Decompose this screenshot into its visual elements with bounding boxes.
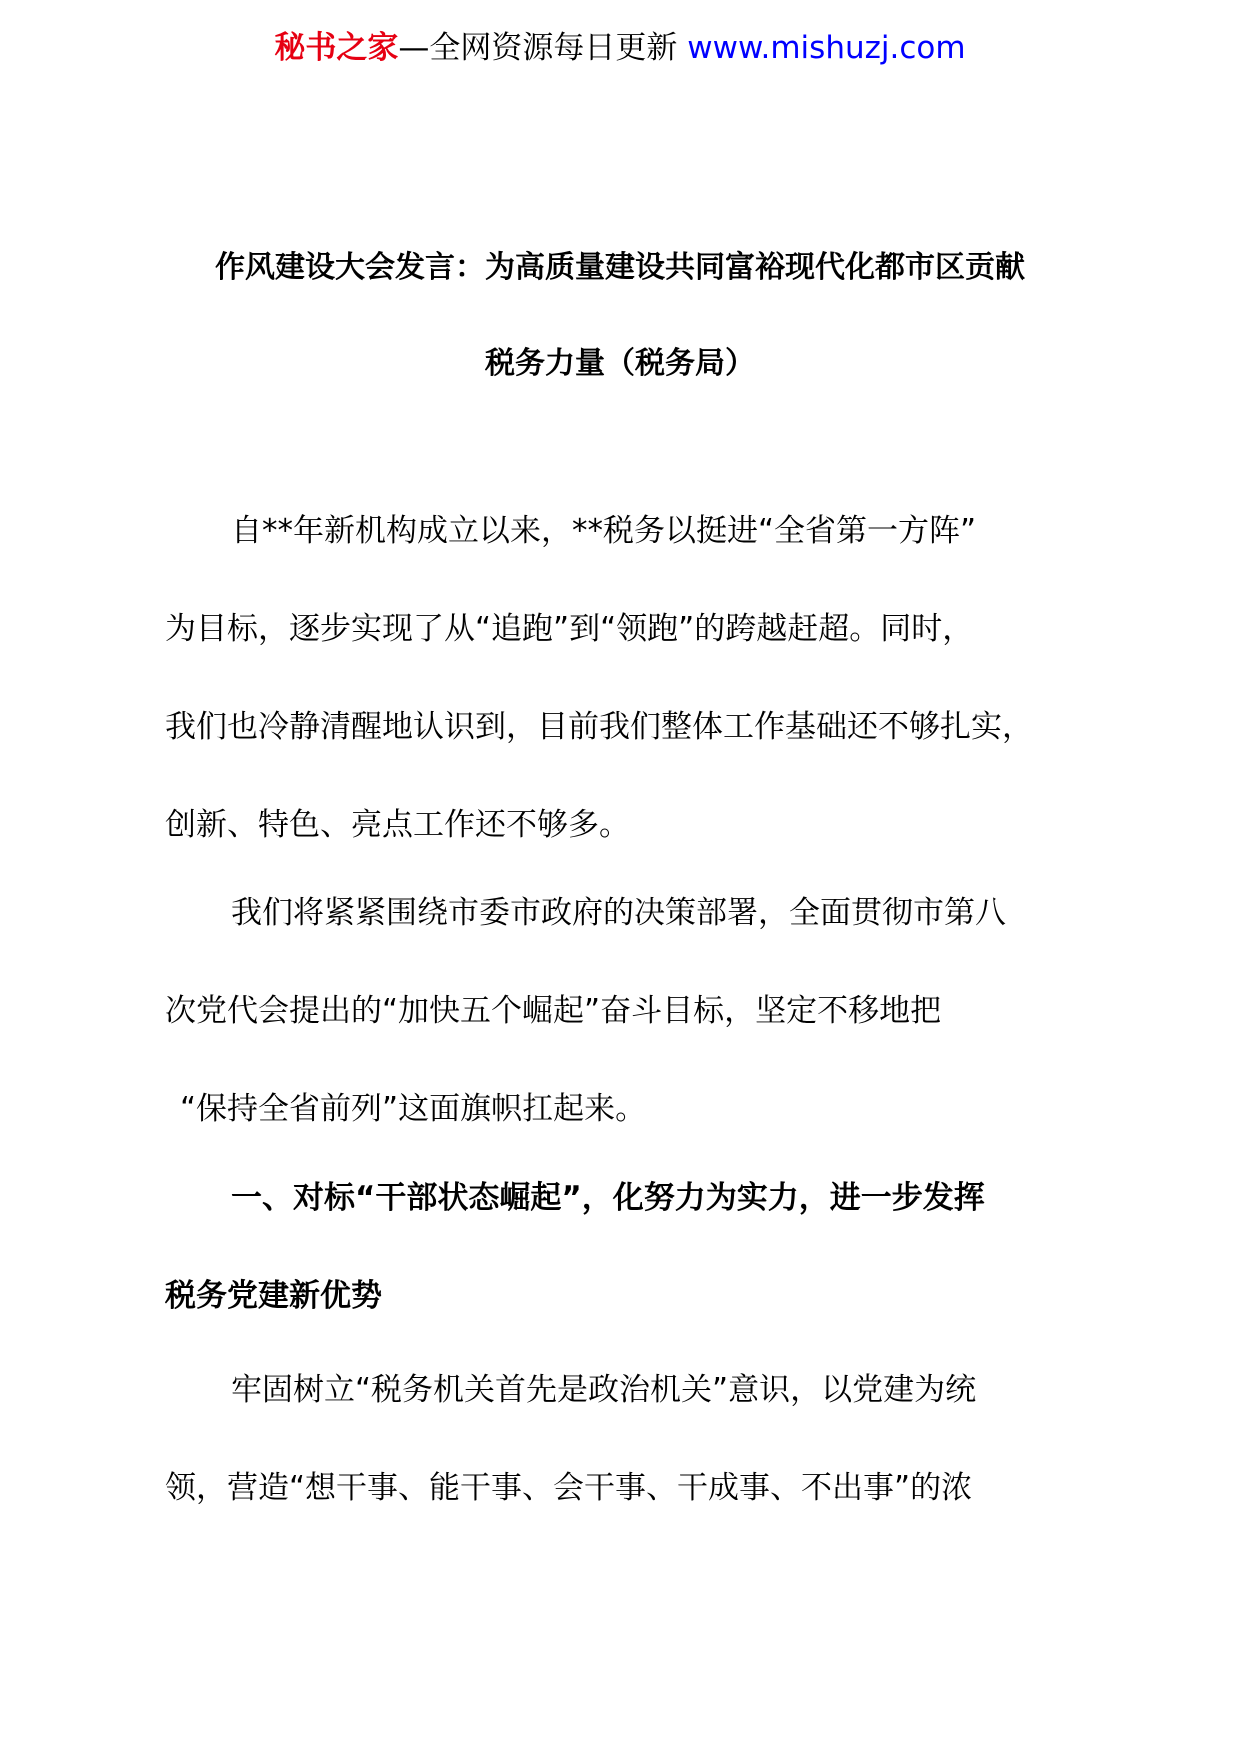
paragraph-1-line-4: 创新、特色、亮点工作还不够多。 xyxy=(165,807,630,843)
paragraph-1-line-3: 我们也冷静清醒地认识到，目前我们整体工作基础还不够扎实， xyxy=(165,709,1033,745)
paragraph-2-line-1: 我们将紧紧围绕市委市政府的决策部署，全面贯彻市第八 xyxy=(231,895,1006,931)
paragraph-3-line-1: 牢固树立“税务机关首先是政治机关”意识，以党建为统 xyxy=(231,1372,977,1408)
site-url-link[interactable]: www.mishuzj.com xyxy=(687,30,966,66)
paragraph-2-line-2: 次党代会提出的“加快五个崛起”奋斗目标，坚定不移地把 xyxy=(165,993,942,1029)
document-title-line-1: 作风建设大会发言：为高质量建设共同富裕现代化都市区贡献 xyxy=(215,250,1025,285)
paragraph-1-line-1: 自**年新机构成立以来，**税务以挺进“全省第一方阵” xyxy=(231,513,977,549)
paragraph-2-line-3: “保持全省前列”这面旗帜扛起来。 xyxy=(180,1091,647,1127)
paragraph-3-line-2: 领，营造“想干事、能干事、会干事、干成事、不出事”的浓 xyxy=(165,1470,973,1506)
site-slogan: —全网资源每日更新 xyxy=(398,30,678,66)
site-header xyxy=(0,28,1240,68)
section-heading-line-1: 一、对标“干部状态崛起”，化努力为实力，进一步发挥 xyxy=(231,1180,985,1216)
document-title-line-2: 税务力量（税务局） xyxy=(485,346,755,381)
section-heading-line-2: 税务党建新优势 xyxy=(165,1278,382,1314)
site-brand: 秘书之家 xyxy=(274,30,399,66)
paragraph-1-line-2: 为目标，逐步实现了从“追跑”到“领跑”的跨越赶超。同时， xyxy=(165,611,974,647)
